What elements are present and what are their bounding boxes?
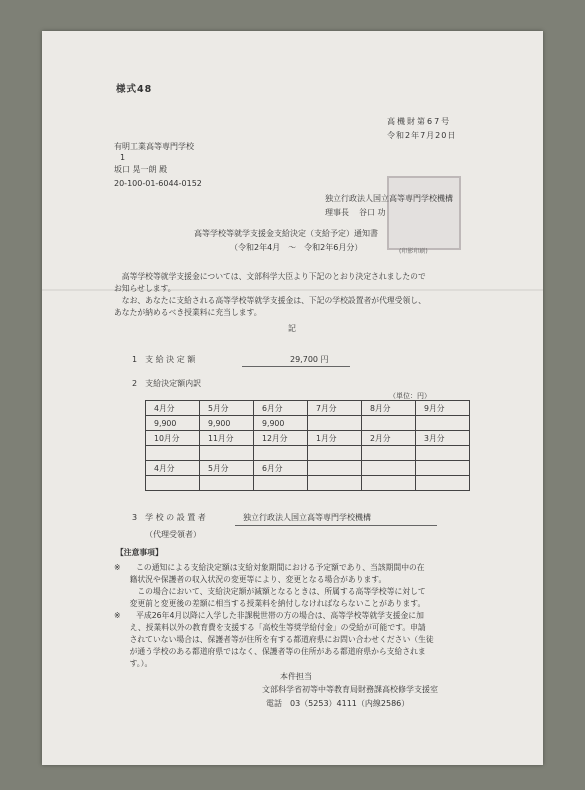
coverage-period: （令和2年4月 ～ 令和2年6月分） [230, 243, 363, 252]
table-cell: 3月分 [416, 431, 470, 446]
intro-line-1: 高等学校等就学支援金については、文部科学大臣より下記のとおり決定されましたので [114, 272, 426, 281]
table-cell [308, 416, 362, 431]
table-cell [254, 476, 308, 491]
document-page [42, 31, 543, 765]
table-cell [308, 476, 362, 491]
table-row [146, 431, 470, 446]
document-date: 令和2年7月20日 [387, 131, 457, 140]
table-cell: 11月分 [200, 431, 254, 446]
table-cell: 9,900 [146, 416, 200, 431]
recipient-id: 20-100-01-6044-0152 [114, 179, 202, 188]
table-cell [416, 461, 470, 476]
table-cell [362, 461, 416, 476]
table-cell [308, 446, 362, 461]
table-cell [362, 446, 416, 461]
table-cell [200, 476, 254, 491]
notes-line: この場合において、支給決定額が減額となるときは、所属する高等学校等に対して [114, 587, 426, 596]
recipient-grade: 1 [120, 153, 126, 162]
table-cell: 4月分 [146, 461, 200, 476]
intro-line-3: なお、あなたに支給される高等学校等就学支援金は、下記の学校設置者が代理受領し、 [114, 296, 426, 305]
proxy-receiver-label: （代理受領者） [145, 530, 201, 539]
table-row [146, 416, 470, 431]
table-cell [416, 416, 470, 431]
notes-line: え、授業料以外の教育費を支援する「高校生等奨学給付金」の受給が可能です。申請 [114, 623, 426, 632]
contact-office: 文部科学省初等中等教育局財務課高校修学支援室 [262, 685, 438, 694]
document-number: 高機財第67号 [387, 117, 452, 126]
intro-line-4: あなたが納めるべき授業料に充当します。 [114, 308, 262, 317]
issuer-title: 理事長 [325, 208, 349, 217]
notes-line: 変更前と変更後の差額に相当する授業料を納付しなければならないことがあります。 [114, 599, 426, 608]
official-seal-stamp [387, 176, 461, 250]
contact-label: 本件担当 [280, 672, 312, 681]
table-cell [416, 476, 470, 491]
table-cell [146, 476, 200, 491]
school-operator: 独立行政法人国立高等専門学校機構 [243, 513, 371, 522]
unit-label: （単位：円） [389, 392, 431, 400]
table-cell: 12月分 [254, 431, 308, 446]
table-cell: 9,900 [200, 416, 254, 431]
notes-line: す。）。 [114, 659, 153, 668]
table-cell: 7月分 [308, 401, 362, 416]
notes-line: 籍状況や保護者の収入状況の変更等により、変更となる場合があります。 [114, 575, 387, 584]
notes-line: ※ この通知による支給決定額は支給対象期間における予定額であり、当該期間中の在 [114, 563, 425, 572]
table-cell: 8月分 [362, 401, 416, 416]
table-cell [254, 446, 308, 461]
table-row [146, 461, 470, 476]
stamp-note: (印影印刷) [399, 248, 428, 255]
notes-line: されていない場合は、保護者等が住所を有する都道府県にお問い合わせください（生徒 [114, 635, 434, 644]
table-cell [362, 476, 416, 491]
intro-line-2: お知らせします。 [114, 284, 176, 293]
issuer-organization: 独立行政法人国立高等専門学校機構 [325, 194, 453, 203]
table-cell [146, 446, 200, 461]
table-cell [416, 446, 470, 461]
recipient-name: 坂口 晃一朗 殿 [114, 165, 168, 174]
contact-phone: 電話 03（5253）4111（内線2586） [266, 699, 410, 708]
table-cell: 9月分 [416, 401, 470, 416]
notes-heading: 【注意事項】 [116, 548, 163, 557]
decision-amount-label: 1 支 給 決 定 額 [132, 355, 196, 364]
table-row [146, 476, 470, 491]
notes-line: ※ 平成26年4月以降に入学した非課税世帯の方の場合は、高等学校等就学支援金に加 [114, 611, 424, 620]
table-cell: 9,900 [254, 416, 308, 431]
breakdown-label: 2 支給決定額内訳 [132, 379, 202, 388]
table-cell: 2月分 [362, 431, 416, 446]
table-cell [200, 446, 254, 461]
table-row [146, 446, 470, 461]
table-cell: 6月分 [254, 461, 308, 476]
issuer-name: 谷口 功 [359, 208, 386, 217]
decision-amount: 29,700 円 [290, 355, 329, 364]
breakdown-table [145, 400, 470, 491]
table-cell: 10月分 [146, 431, 200, 446]
school-operator-label: 3 学 校 の 設 置 者 [132, 513, 206, 522]
notes-line: が通う学校のある都道府県ではなく、保護者等の住所がある都道府県から支給されま [114, 647, 426, 656]
table-cell [362, 416, 416, 431]
ki-marker: 記 [288, 324, 296, 333]
table-cell: 4月分 [146, 401, 200, 416]
document-title: 高等学校等就学支援金支給決定（支給予定）通知書 [194, 229, 378, 238]
table-cell: 5月分 [200, 461, 254, 476]
recipient-school: 有明工業高等専門学校 [114, 142, 194, 151]
table-cell: 5月分 [200, 401, 254, 416]
table-row [146, 401, 470, 416]
table-cell: 6月分 [254, 401, 308, 416]
form-id: 様式48 [116, 84, 153, 95]
operator-underline [235, 525, 437, 526]
amount-underline [242, 366, 350, 367]
table-cell [308, 461, 362, 476]
table-cell: 1月分 [308, 431, 362, 446]
